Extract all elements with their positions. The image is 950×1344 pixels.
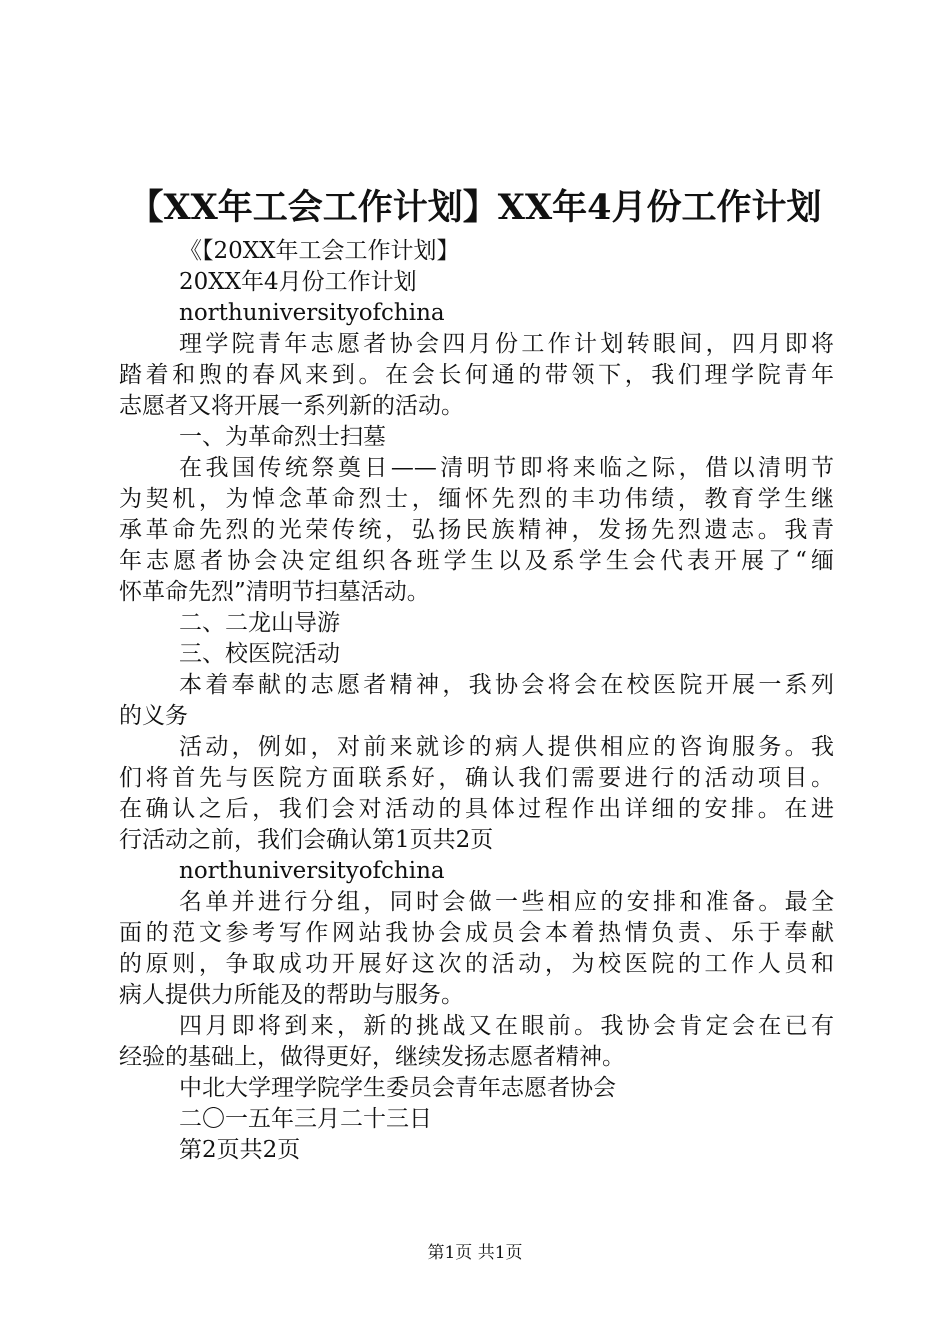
document-title: 【XX年工会工作计划】XX年4月份工作计划 — [128, 187, 822, 228]
page-footer: 第1页 共1页 — [427, 1243, 523, 1263]
paragraph-line: 承革命先烈的光荣传统，弘扬民族精神，发扬先烈遗志。我青 — [119, 517, 834, 543]
paragraph-line: 在确认之后，我们会对活动的具体过程作出详细的安排。在进 — [119, 796, 834, 822]
paragraph-line: 面的范文参考写作网站我协会成员会本着热情负责、乐于奉献 — [119, 920, 834, 946]
paragraph-line: 的原则，争取成功开展好这次的活动，为校医院的工作人员和 — [119, 951, 834, 977]
paragraph-line: 怀革命先烈”清明节扫墓活动。 — [119, 579, 430, 605]
paragraph-line: 理学院青年志愿者协会四月份工作计划转眼间，四月即将 — [179, 331, 834, 357]
paragraph-line: 经验的基础上，做得更好，继续发扬志愿者精神。 — [119, 1044, 625, 1070]
paragraph-line: 踏着和煦的春风来到。在会长何通的带领下，我们理学院青年 — [119, 362, 834, 388]
paragraph-line: 为契机，为悼念革命烈士，缅怀先烈的丰功伟绩，教育学生继 — [119, 486, 834, 512]
section-heading: 二、二龙山导游 — [179, 610, 340, 636]
paragraph-line: 的义务 — [119, 703, 188, 729]
paragraph-line: 名单并进行分组，同时会做一些相应的安排和准备。最全 — [179, 889, 834, 915]
date-line: 二〇一五年三月二十三日 — [179, 1106, 432, 1132]
signature-line: 中北大学理学院学生委员会青年志愿者协会 — [179, 1075, 616, 1101]
text-line: northuniversityofchina — [179, 300, 445, 326]
paragraph-line: 年志愿者协会决定组织各班学生以及系学生会代表开展了“缅 — [119, 548, 834, 574]
section-heading: 一、为革命烈士扫墓 — [179, 424, 386, 450]
text-line: 第2页共2页 — [179, 1137, 301, 1163]
paragraph-line: 们将首先与医院方面联系好，确认我们需要进行的活动项目。 — [119, 765, 834, 791]
paragraph-line: 四月即将到来，新的挑战又在眼前。我协会肯定会在已有 — [179, 1013, 834, 1039]
paragraph-line: 病人提供力所能及的帮助与服务。 — [119, 982, 464, 1008]
text-line: 《【20XX年工会工作计划】 — [179, 238, 460, 264]
document-body — [119, 236, 834, 1166]
section-heading: 三、校医院活动 — [179, 641, 340, 667]
paragraph-line: 本着奉献的志愿者精神，我协会将会在校医院开展一系列 — [179, 672, 834, 698]
paragraph-line: 活动，例如，对前来就诊的病人提供相应的咨询服务。我 — [179, 734, 834, 760]
text-line: 20XX年4月份工作计划 — [179, 269, 417, 295]
paragraph-line: 在我国传统祭奠日——清明节即将来临之际，借以清明节 — [179, 455, 834, 481]
paragraph-line: 志愿者又将开展一系列新的活动。 — [119, 393, 464, 419]
text-line: northuniversityofchina — [179, 858, 445, 884]
paragraph-line: 行活动之前，我们会确认第1页共2页 — [119, 827, 494, 853]
